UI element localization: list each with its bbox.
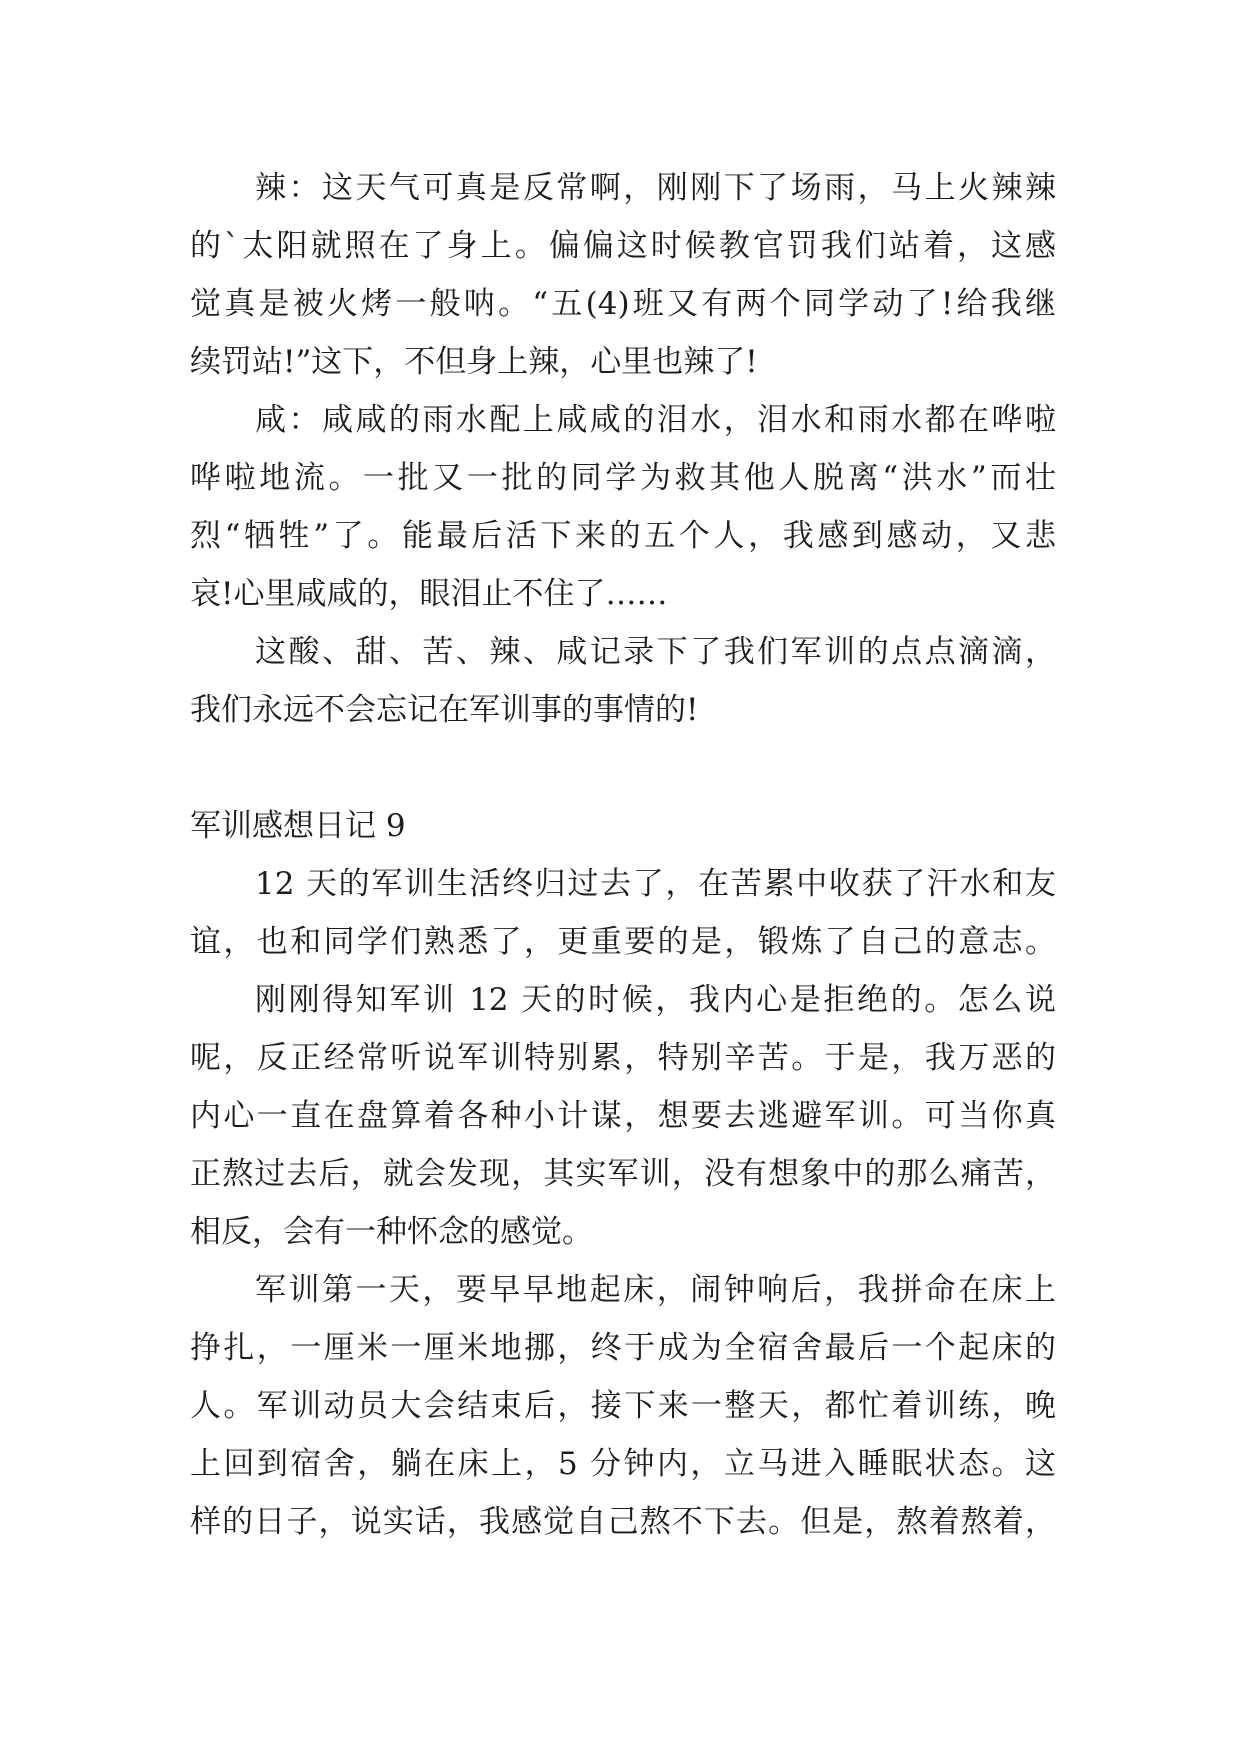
text-line: 的`太阳就照在了身上。偏偏这时候教官罚我们站着，这感	[190, 228, 1056, 264]
paragraph	[190, 159, 1056, 391]
paragraph	[190, 623, 1056, 739]
text-line: 呢，反正经常听说军训特别累，特别辛苦。于是，我万恶的	[190, 1040, 1056, 1076]
text-line: 刚刚得知军训 12 天的时候，我内心是拒绝的。怎么说	[255, 982, 1056, 1018]
text-line: 样的日子，说实话，我感觉自己熬不下去。但是，熬着熬着，	[190, 1504, 1056, 1540]
section-heading: 军训感想日记 9	[190, 808, 406, 844]
text-line: 辣：这天气可真是反常啊，刚刚下了场雨，马上火辣辣	[255, 170, 1056, 206]
text-line: 谊，也和同学们熟悉了，更重要的是，锻炼了自己的意志。	[190, 924, 1056, 960]
paragraph	[190, 855, 1056, 971]
text-line: 相反，会有一种怀念的感觉。	[190, 1214, 593, 1250]
text-line: 12 天的军训生活终归过去了，在苦累中收获了汗水和友	[255, 866, 1056, 902]
text-line: 内心一直在盘算着各种小计谋，想要去逃避军训。可当你真	[190, 1098, 1056, 1134]
paragraph	[190, 1261, 1056, 1551]
text-line: 续罚站!”这下，不但身上辣，心里也辣了!	[190, 344, 758, 380]
text-line: 挣扎，一厘米一厘米地挪，终于成为全宿舍最后一个起床的	[190, 1330, 1056, 1366]
document-body	[190, 159, 1056, 1551]
text-line: 哗啦地流。一批又一批的同学为救其他人脱离“洪水”而壮	[190, 460, 1056, 496]
text-line: 咸：咸咸的雨水配上咸咸的泪水，泪水和雨水都在哗啦	[255, 402, 1056, 438]
blank-line	[190, 739, 1056, 797]
text-line: 我们永远不会忘记在军训事的事情的!	[190, 692, 699, 728]
paragraph	[190, 391, 1056, 623]
text-line: 军训第一天，要早早地起床，闹钟响后，我拼命在床上	[255, 1272, 1056, 1308]
text-line: 哀!心里咸咸的，眼泪止不住了……	[190, 576, 668, 612]
text-line: 人。军训动员大会结束后，接下来一整天，都忙着训练，晚	[190, 1388, 1056, 1424]
text-line: 觉真是被火烤一般呐。“五(4)班又有两个同学动了!给我继	[190, 286, 1056, 322]
text-line: 正熬过去后，就会发现，其实军训，没有想象中的那么痛苦，	[190, 1156, 1056, 1192]
text-line: 这酸、甜、苦、辣、咸记录下了我们军训的点点滴滴，	[255, 634, 1056, 670]
paragraph	[190, 971, 1056, 1261]
text-line: 烈“牺牲”了。能最后活下来的五个人，我感到感动，又悲	[190, 518, 1056, 554]
text-line: 上回到宿舍，躺在床上，5 分钟内，立马进入睡眠状态。这	[190, 1446, 1056, 1482]
